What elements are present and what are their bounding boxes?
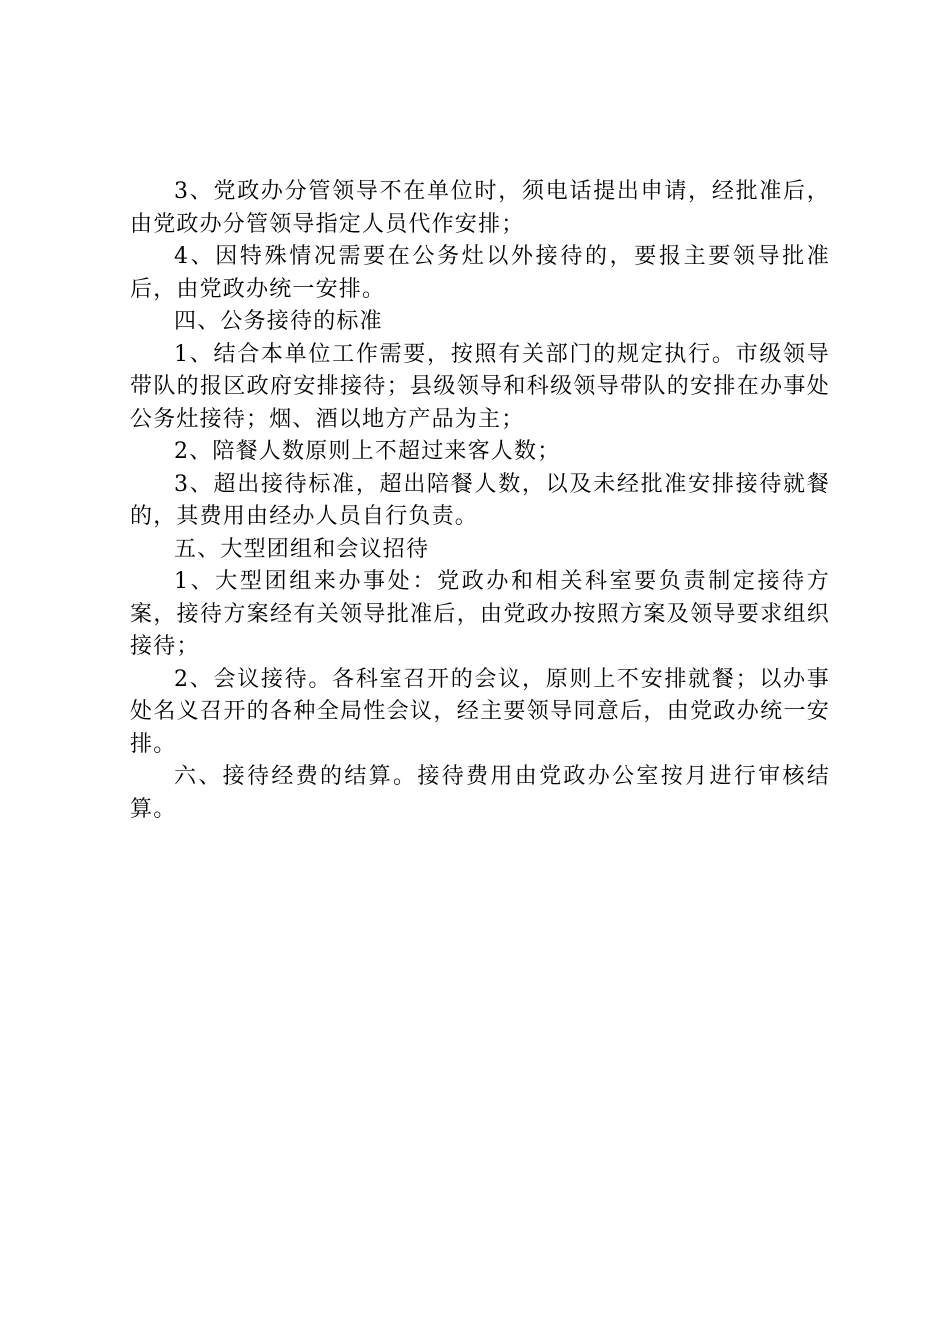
paragraph-standards-3: 3、超出接待标准，超出陪餐人数，以及未经批准安排接待就餐的，其费用由经办人员自行负责。 [130,471,830,529]
section-heading-5-large-groups: 五、大型团组和会议招待 [174,536,430,562]
document-body [130,176,830,826]
section-heading-4-standards: 四、公务接待的标准 [174,309,383,334]
paragraph-standards-2: 2、陪餐人数原则上不超过来客人数； [174,439,561,464]
paragraph-meetings-2: 2、会议接待。各科室召开的会议，原则上不安排就餐；以办事处名义召开的各种全局性会议，经主要领导同意后，由党政办统一安排。 [130,666,830,757]
paragraph-large-groups-1: 1、大型团组来办事处：党政办和相关科室要负责制定接待方案，接待方案经有关领导批准后，由党政办按照方案及领导要求组织接待； [130,569,830,659]
paragraph-item-4-special-cases: 4、因特殊情况需要在公务灶以外接待的，要报主要领导批准后，由党政办统一安排。 [130,244,830,302]
section-heading-6-settlement: 六、接待经费的结算。接待费用由党政办公室按月进行审核结算。 [130,764,830,822]
paragraph-item-3-approval: 3、党政办分管领导不在单位时，须电话提出申请，经批准后，由党政办分管领导指定人员代作安排； [130,179,830,237]
paragraph-standards-1: 1、结合本单位工作需要，按照有关部门的规定执行。市级领导带队的报区政府安排接待；县级领导和科级领导带队的安排在办事处公务灶接待；烟、酒以地方产品为主； [130,341,830,432]
